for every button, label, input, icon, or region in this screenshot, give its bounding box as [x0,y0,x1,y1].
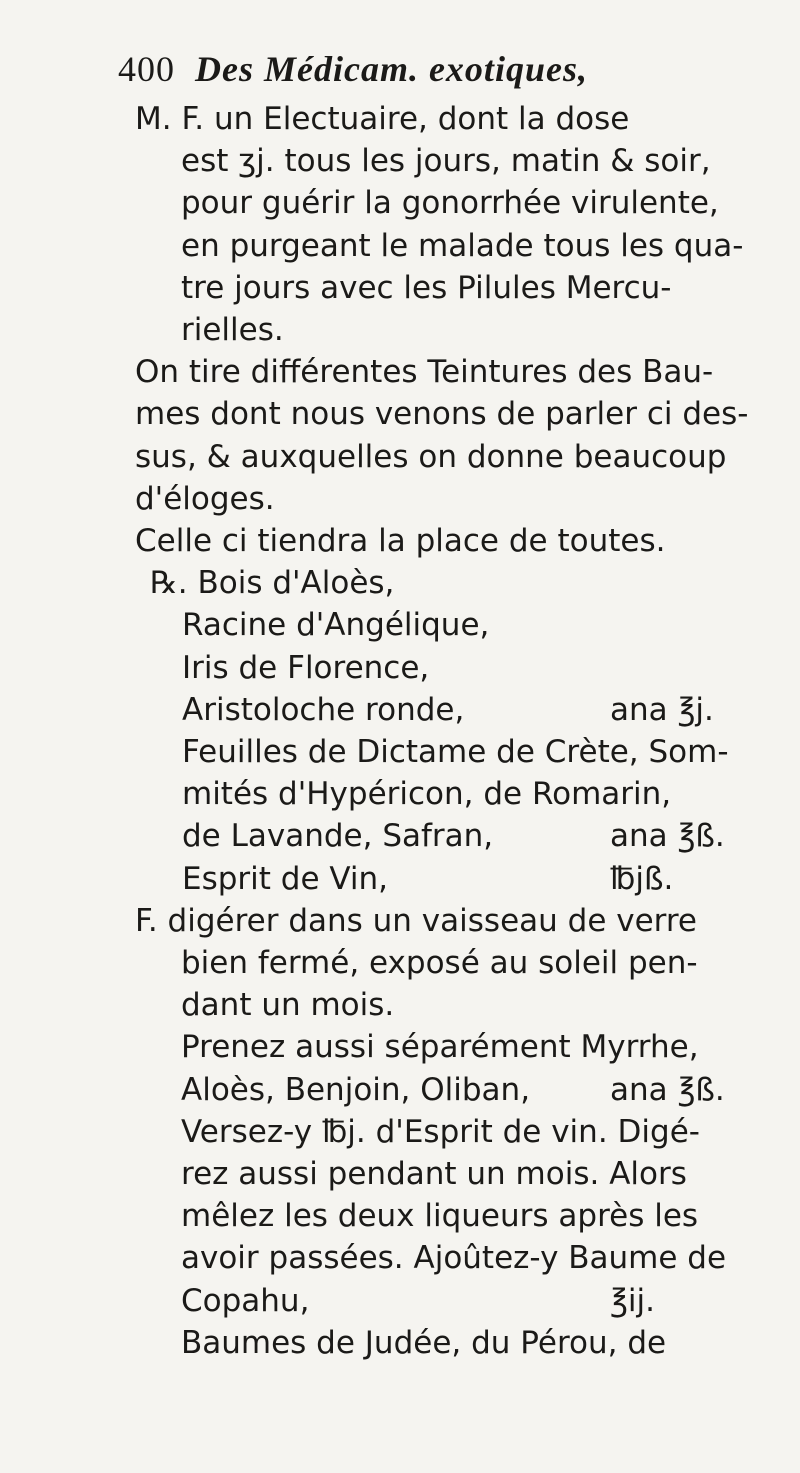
line-text: Copahu, [181,1282,310,1319]
line-text: de Lavande, Safran, [182,818,494,855]
text-line [181,1071,530,1109]
text-line [182,649,429,687]
text-line [181,1113,700,1151]
text-line [181,986,394,1024]
text-line [182,775,671,813]
text-line [181,1028,699,1066]
text-line [135,395,748,433]
text-line [182,606,489,644]
line-text: rez aussi pendant un mois. Alors [181,1156,687,1192]
line-text: Aloès, Benjoin, Oliban, [181,1071,531,1108]
dosage-label: ℥ij. [610,1282,655,1319]
line-text: M. F. un Electuaire, dont la dose [135,101,630,137]
text-line [135,438,726,476]
line-text: Prenez aussi séparément Myrrhe, [181,1029,699,1066]
page-number: 400 [118,49,175,89]
line-text: en purgeant le malade tous les qua- [181,227,744,264]
line-text: On tire différentes Teintures des Bau- [135,354,714,391]
text-line [181,184,719,222]
line-text: Versez-y ℔j. d'Esprit de vin. Digé- [181,1113,700,1150]
line-text: mes dont nous venons de parler ci des- [135,396,749,433]
line-text: est ʒj. tous les jours, matin & soir, [181,143,711,180]
line-text: mêlez les deux liqueurs après les [181,1198,699,1235]
running-title: Des Médicam. exotiques, [195,49,588,89]
line-text: bien fermé, exposé au soleil pen- [181,945,698,981]
text-line [181,1239,726,1277]
line-text: Esprit de Vin, [182,860,389,897]
line-text: tre jours avec les Pilules Mercu- [181,269,672,306]
line-text: F. digérer dans un vaisseau de verre [135,902,697,939]
line-text: d'éloges. [135,480,275,517]
text-line [181,311,284,349]
line-text: pour guérir la gonorrhée virulente, [181,185,719,222]
text-line [181,1197,698,1235]
text-line [181,944,698,982]
text-line [182,860,388,898]
text-line [135,353,713,391]
line-text: avoir passées. Ajoûtez-y Baume de [181,1240,727,1277]
dosage-label: ana ℥ß. [610,818,725,855]
text-line [135,480,275,518]
text-line [181,1282,309,1320]
text-line [135,902,697,940]
line-text: rielles. [181,312,284,348]
text-line [181,142,711,180]
dosage-label: ana ℥ß. [610,1071,725,1108]
line-text: sus, & auxquelles on donne beaucoup [135,438,727,475]
line-text: Celle ci tiendra la place de toutes. [135,523,666,559]
text-line [181,227,743,265]
text-line [181,1324,666,1362]
line-text: mités d'Hypéricon, de Romarin, [182,776,672,813]
line-text: ℞. Bois d'Aloès, [150,565,395,602]
line-text: Aristoloche ronde, [182,691,465,728]
text-line [181,1155,687,1193]
text-line [182,733,729,771]
text-line [181,269,671,307]
dosage-label: ℔jß. [610,860,674,897]
text-line [135,522,665,560]
line-text: Feuilles de Dictame de Crète, Som- [182,734,729,770]
line-text: Iris de Florence, [182,649,430,686]
text-line [182,691,464,729]
line-text: dant un mois. [181,987,395,1024]
line-text: Baumes de Judée, du Pérou, de [181,1324,667,1361]
text-line [150,564,394,602]
text-line [182,817,493,855]
running-header [118,48,588,90]
line-text: Racine d'Angélique, [182,607,490,644]
dosage-label: ana ℥j. [610,691,714,728]
text-line [135,100,629,138]
